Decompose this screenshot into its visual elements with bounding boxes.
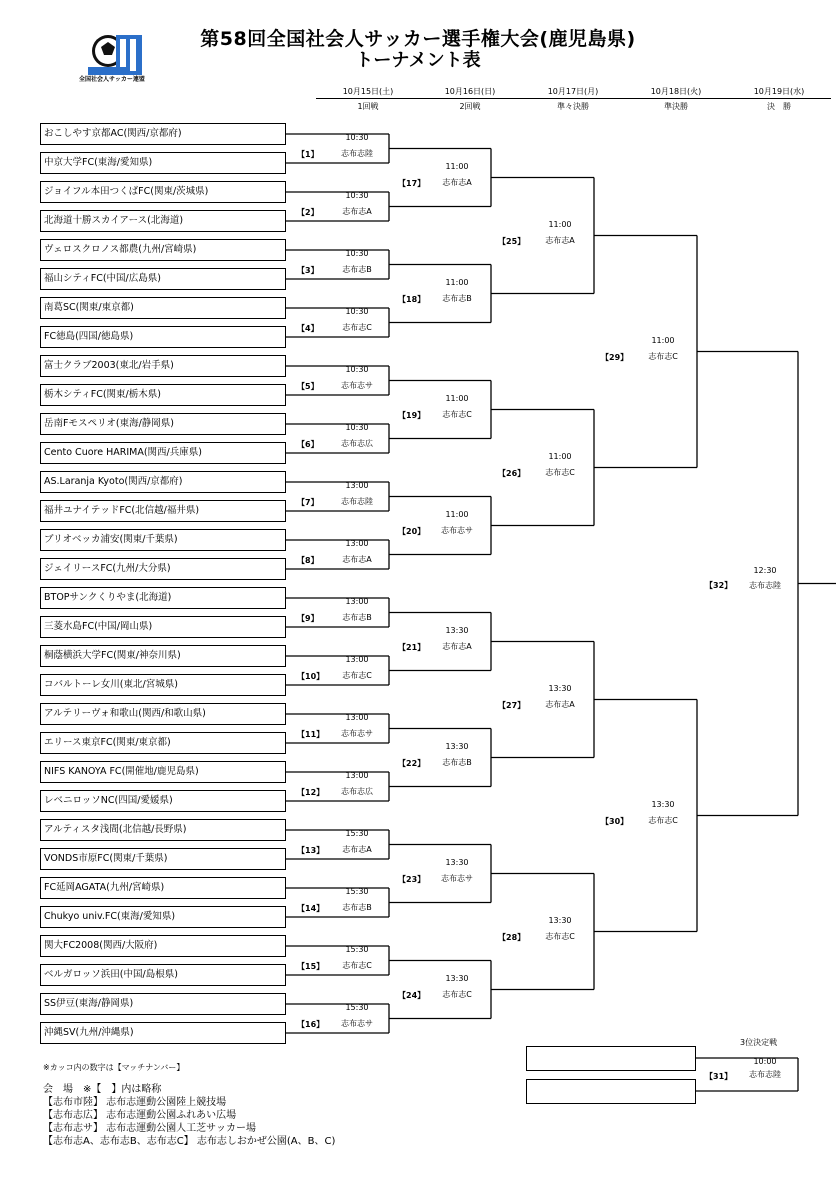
match-time: 15:30 <box>345 1002 369 1012</box>
match-number-note: ※カッコ内の数字は【マッチナンバー】 <box>43 1063 185 1072</box>
match-time: 13:30 <box>548 915 572 925</box>
match-number: 【22】 <box>398 758 426 768</box>
match-number: 【7】 <box>297 497 319 507</box>
match-time: 13:00 <box>345 654 369 664</box>
match-number: 【19】 <box>398 410 426 420</box>
match-time: 10:30 <box>345 306 369 316</box>
venue-legend-item: 【志布志広】 志布志運動公園ふれあい広場 <box>43 1110 237 1121</box>
match-time: 11:00 <box>651 335 675 345</box>
match-venue: 志布志サ <box>441 525 473 535</box>
match-number: 【8】 <box>297 555 319 565</box>
round-date: 10月19日(水) <box>727 86 831 99</box>
venue-legend-item: 【志布志A、志布志B、志布志C】 志布志しおかぜ公園(A、B、C) <box>43 1136 336 1147</box>
match-venue: 志布志B <box>342 264 372 274</box>
third-place-slot-2 <box>526 1079 696 1104</box>
team-box: 三菱水島FC(中国/岡山県) <box>40 616 286 638</box>
match-time: 13:00 <box>345 480 369 490</box>
match-time: 13:00 <box>345 712 369 722</box>
match-time: 11:00 <box>548 451 572 461</box>
match-number: 【3】 <box>297 265 319 275</box>
team-box: 福井ユナイテッドFC(北信越/福井県) <box>40 500 286 522</box>
round-name: 決 勝 <box>767 102 791 111</box>
match-venue: 志布志A <box>545 235 575 245</box>
team-box: ベルガロッソ浜田(中国/島根県) <box>40 964 286 986</box>
match-number: 【14】 <box>297 903 325 913</box>
logo-caption: 全国社会人サッカー連盟 <box>79 76 145 83</box>
match-number: 【16】 <box>297 1019 325 1029</box>
match-time: 13:30 <box>445 625 469 635</box>
team-box: Cento Cuore HARIMA(関西/兵庫県) <box>40 442 286 464</box>
third-match-venue: 志布志陸 <box>749 1069 781 1079</box>
team-box: NIFS KANOYA FC(開催地/鹿児島県) <box>40 761 286 783</box>
team-box: コバルトーレ女川(東北/宮城県) <box>40 674 286 696</box>
match-number: 【30】 <box>601 816 629 826</box>
match-time: 13:00 <box>345 596 369 606</box>
match-time: 10:30 <box>345 422 369 432</box>
match-time: 13:00 <box>345 770 369 780</box>
match-venue: 志布志陸 <box>341 148 373 158</box>
final-match-number: 【32】 <box>705 580 733 590</box>
match-number: 【18】 <box>398 294 426 304</box>
team-box: ヴェロスクロノス都農(九州/宮崎県) <box>40 239 286 261</box>
match-number: 【23】 <box>398 874 426 884</box>
round-name: 準決勝 <box>664 102 688 111</box>
third-match-time: 10:00 <box>753 1056 777 1066</box>
team-box: Chukyo univ.FC(東海/愛知県) <box>40 906 286 928</box>
match-time: 11:00 <box>445 393 469 403</box>
team-box: 中京大学FC(東海/愛知県) <box>40 152 286 174</box>
round-date: 10月16日(日) <box>418 86 522 99</box>
team-box: 福山シティFC(中国/広島県) <box>40 268 286 290</box>
match-number: 【15】 <box>297 961 325 971</box>
round-date: 10月17日(月) <box>521 86 625 99</box>
match-number: 【21】 <box>398 642 426 652</box>
match-venue: 志布志陸 <box>341 496 373 506</box>
match-time: 10:30 <box>345 132 369 142</box>
team-box: ブリオベッカ浦安(関東/千葉県) <box>40 529 286 551</box>
match-venue: 志布志C <box>545 931 575 941</box>
match-number: 【11】 <box>297 729 325 739</box>
match-venue: 志布志B <box>442 293 472 303</box>
team-box: おこしやす京都AC(関西/京都府) <box>40 123 286 145</box>
match-time: 13:30 <box>445 741 469 751</box>
match-time: 13:00 <box>345 538 369 548</box>
match-time: 11:00 <box>548 219 572 229</box>
team-box: 南葛SC(関東/東京都) <box>40 297 286 319</box>
venue-legend-title: 会 場 ※【 】内は略称 <box>43 1084 162 1095</box>
round-name: 1回戦 <box>357 102 379 111</box>
round-name: 準々決勝 <box>557 102 589 111</box>
match-venue: 志布志サ <box>341 1018 373 1028</box>
round-date: 10月18日(火) <box>624 86 728 99</box>
team-box: レベニロッソNC(四国/愛媛県) <box>40 790 286 812</box>
match-number: 【17】 <box>398 178 426 188</box>
round-name: 2回戦 <box>459 102 481 111</box>
match-venue: 志布志A <box>342 554 372 564</box>
match-number: 【25】 <box>498 236 526 246</box>
match-venue: 志布志サ <box>341 728 373 738</box>
team-box: 桐蔭横浜大学FC(関東/神奈川県) <box>40 645 286 667</box>
match-venue: 志布志C <box>342 670 372 680</box>
match-venue: 志布志A <box>545 699 575 709</box>
match-venue: 志布志A <box>342 844 372 854</box>
match-time: 15:30 <box>345 944 369 954</box>
match-venue: 志布志C <box>442 989 472 999</box>
match-venue: 志布志サ <box>341 380 373 390</box>
final-match-time: 12:30 <box>753 565 777 575</box>
page-subtitle: トーナメント表 <box>355 50 481 71</box>
match-venue: 志布志B <box>342 612 372 622</box>
match-number: 【29】 <box>601 352 629 362</box>
team-box: ジェイリースFC(九州/大分県) <box>40 558 286 580</box>
match-time: 15:30 <box>345 828 369 838</box>
match-venue: 志布志C <box>442 409 472 419</box>
match-venue: 志布志C <box>648 351 678 361</box>
team-box: 栃木シティFC(関東/栃木県) <box>40 384 286 406</box>
team-box: FC延岡AGATA(九州/宮崎県) <box>40 877 286 899</box>
match-time: 13:30 <box>445 857 469 867</box>
team-box: エリース東京FC(関東/東京都) <box>40 732 286 754</box>
match-venue: 志布志C <box>342 960 372 970</box>
match-time: 11:00 <box>445 509 469 519</box>
match-time: 13:30 <box>548 683 572 693</box>
final-match-venue: 志布志陸 <box>749 580 781 590</box>
match-number: 【6】 <box>297 439 319 449</box>
match-venue: 志布志A <box>442 641 472 651</box>
team-box: 沖縄SV(九州/沖縄県) <box>40 1022 286 1044</box>
match-time: 13:30 <box>651 799 675 809</box>
team-box: ジョイフル本田つくばFC(関東/茨城県) <box>40 181 286 203</box>
match-venue: 志布志C <box>648 815 678 825</box>
match-number: 【20】 <box>398 526 426 536</box>
match-venue: 志布志サ <box>441 873 473 883</box>
match-number: 【27】 <box>498 700 526 710</box>
match-number: 【4】 <box>297 323 319 333</box>
match-venue: 志布志広 <box>341 786 373 796</box>
team-box: アルテリーヴォ和歌山(関西/和歌山県) <box>40 703 286 725</box>
match-number: 【24】 <box>398 990 426 1000</box>
match-time: 10:30 <box>345 190 369 200</box>
match-time: 11:00 <box>445 277 469 287</box>
match-venue: 志布志C <box>342 322 372 332</box>
match-number: 【13】 <box>297 845 325 855</box>
team-box: AS.Laranja Kyoto(関西/京都府) <box>40 471 286 493</box>
match-time: 10:30 <box>345 364 369 374</box>
team-box: 関大FC2008(関西/大阪府) <box>40 935 286 957</box>
match-venue: 志布志A <box>342 206 372 216</box>
match-number: 【9】 <box>297 613 319 623</box>
match-number: 【12】 <box>297 787 325 797</box>
team-box: BTOPサンクくりやま(北海道) <box>40 587 286 609</box>
match-number: 【10】 <box>297 671 325 681</box>
third-match-number: 【31】 <box>705 1071 733 1081</box>
venue-legend-item: 【志布市陸】 志布志運動公園陸上競技場 <box>43 1097 227 1108</box>
match-venue: 志布志B <box>342 902 372 912</box>
round-date: 10月15日(土) <box>316 86 420 99</box>
match-time: 10:30 <box>345 248 369 258</box>
match-number: 【5】 <box>297 381 319 391</box>
team-box: FC徳島(四国/徳島県) <box>40 326 286 348</box>
third-place-slot-1 <box>526 1046 696 1071</box>
match-venue: 志布志A <box>442 177 472 187</box>
team-box: SS伊豆(東海/静岡県) <box>40 993 286 1015</box>
page-title: 第58回全国社会人サッカー選手権大会(鹿児島県) <box>200 28 636 50</box>
match-number: 【1】 <box>297 149 319 159</box>
team-box: 北海道十勝スカイアース(北海道) <box>40 210 286 232</box>
match-time: 15:30 <box>345 886 369 896</box>
match-venue: 志布志B <box>442 757 472 767</box>
venue-legend-item: 【志布志サ】 志布志運動公園人工芝サッカー場 <box>43 1123 256 1134</box>
match-venue: 志布志広 <box>341 438 373 448</box>
team-box: 岳南Fモスペリオ(東海/静岡県) <box>40 413 286 435</box>
team-box: アルティスタ浅間(北信越/長野県) <box>40 819 286 841</box>
third-place-label: 3位決定戦 <box>740 1038 778 1047</box>
match-time: 13:30 <box>445 973 469 983</box>
match-number: 【26】 <box>498 468 526 478</box>
match-number: 【28】 <box>498 932 526 942</box>
team-box: 富士クラブ2003(東北/岩手県) <box>40 355 286 377</box>
match-number: 【2】 <box>297 207 319 217</box>
team-box: VONDS市原FC(関東/千葉県) <box>40 848 286 870</box>
match-venue: 志布志C <box>545 467 575 477</box>
match-time: 11:00 <box>445 161 469 171</box>
